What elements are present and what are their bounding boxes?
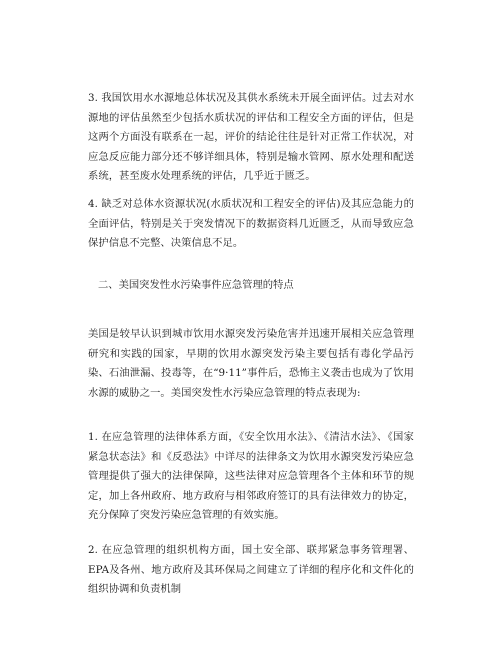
- paragraph-emergency-capacity: 4. 缺乏对总体水资源状况(水质状况和工程安全的评估)及其应急能力的全面评估，特别是关于突发情况下的数据资料几近匮乏，从而导致应急保护信息不完整、决策信息不足。: [88, 198, 414, 249]
- paragraph-organization: 2. 在应急管理的组织机构方面，国土安全部、联邦紧急事务管理署、EPA及各州、地方政府及其环保局之间建立了详细的程序化和文件化的组织协调和负责机制: [88, 544, 414, 595]
- section-heading: 二、美国突发性水污染事件应急管理的特点: [98, 279, 294, 291]
- paragraph-legal-system: 1. 在应急管理的法律体系方面，《安全饮用水法》、《清洁水法》、《国家紧急状态法》和《反恐法》中详尽的法律条文为饮用水源突发污染应急管理提供了强大的法律保障，这些法律对应急管理各个主体和环节的规定，加上各州政府、地方政府与相邻政府签订的具有法律效力的协定，充分保障了突发污染应急管理的有效实施。: [88, 431, 414, 521]
- paragraph-assessment-gap: 3. 我国饮用水水源地总体状况及其供水系统未开展全面评估。过去对水源地的评估虽然至少包括水质状况的评估和工程安全方面的评估，但是这两个方面没有联系在一起，评价的结论往往是针对正常工作状况，对应急反应能力部分还不够详细具体，特别是输水管网、原水处理和配送系统，甚至废水处理系统的评估，几乎近于匮乏。: [88, 92, 414, 182]
- paragraph-us-background: 美国是较早认识到城市饮用水源突发污染危害并迅速开展相关应急管理研究和实践的国家，早期的饮用水源突发污染主要包括有毒化学品污染、石油泄漏、投毒等，在“9·11”事件后，恐怖主义袭击也成为了饮用水源的威胁之一。美国突发性水污染应急管理的特点表现为:: [88, 328, 414, 399]
